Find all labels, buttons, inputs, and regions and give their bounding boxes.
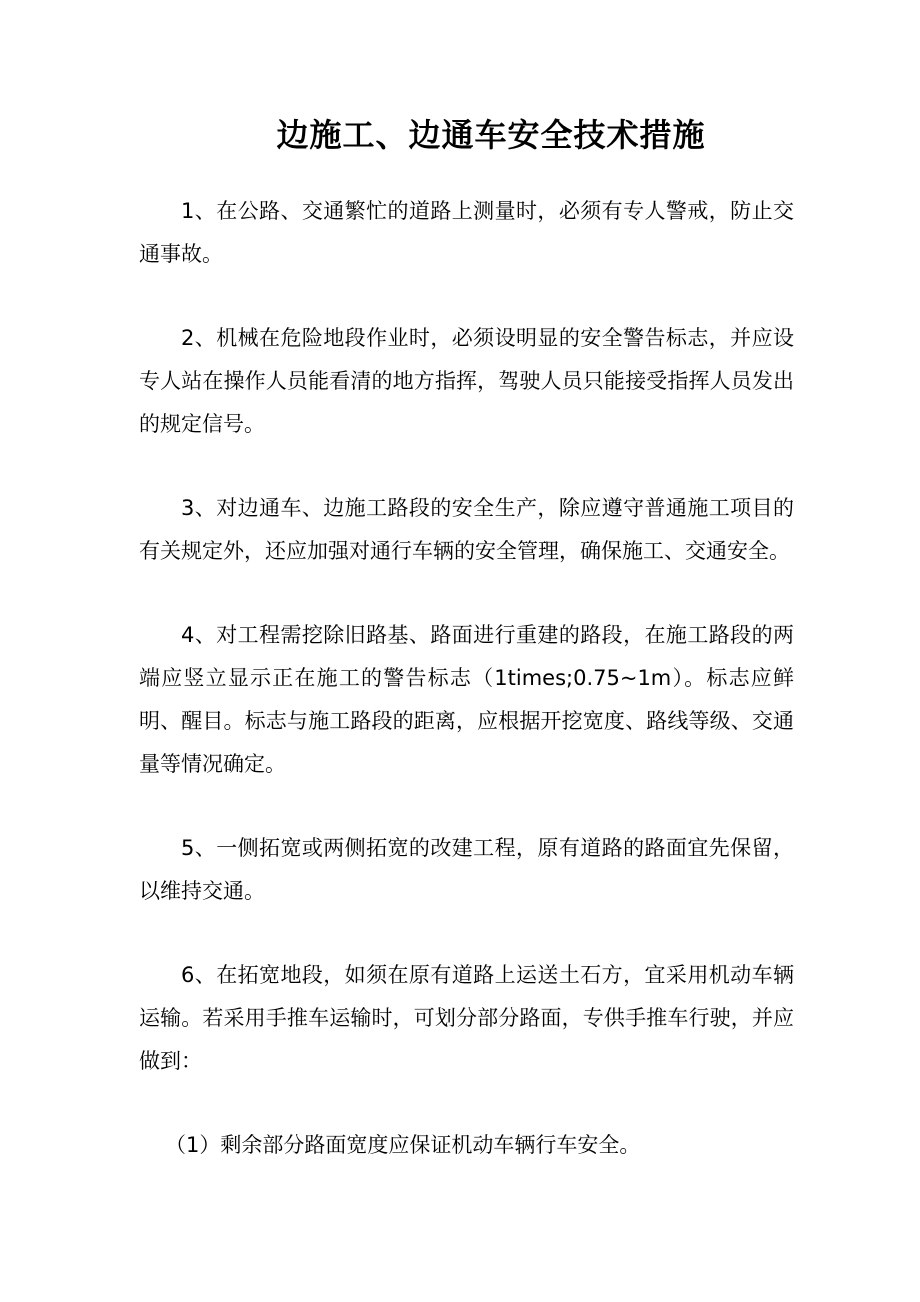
sub-item-1: （1）剩余部分路面宽度应保证机动车辆行车安全。 <box>165 1133 641 1157</box>
document-title: 边施工、边通车安全技术措施 <box>276 116 706 154</box>
paragraph-6: 6、在拓宽地段，如须在原有道路上运送土石方，宜采用机动车辆运输。若采用手推车运输时，可划分部分路面，专供手推车行驶，并应做到： <box>139 963 794 1073</box>
paragraph-3: 3、对边通车、边施工路段的安全生产，除应遵守普通施工项目的有关规定外，还应加强对通行车辆的安全管理，确保施工、交通安全。 <box>139 496 794 563</box>
paragraph-1: 1、在公路、交通繁忙的道路上测量时，必须有专人警戒，防止交通事故。 <box>139 199 794 266</box>
document-body <box>139 190 794 1208</box>
paragraph-2: 2、机械在危险地段作业时，必须设明显的安全警告标志，并应设专人站在操作人员能看清的地方指挥，驾驶人员只能接受指挥人员发出的规定信号。 <box>139 326 794 436</box>
paragraph-5: 5、一侧拓宽或两侧拓宽的改建工程，原有道路的路面宜先保留，以维持交通。 <box>139 836 794 903</box>
paragraph-4: 4、对工程需挖除旧路基、路面进行重建的路段，在施工路段的两端应竖立显示正在施工的警告标志（1times;0.75~1m）。标志应鲜明、醒目。标志与施工路段的距离，应根据开挖宽度、路线等级、交通量等情况确定。 <box>139 623 794 776</box>
